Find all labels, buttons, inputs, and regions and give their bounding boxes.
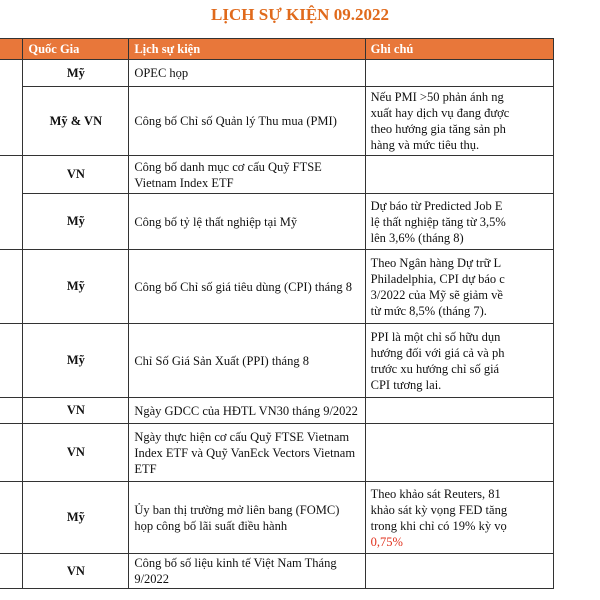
country-cell: VN [23,554,129,589]
table-row [0,424,554,482]
date-cell [0,482,23,554]
note-line: Theo khảo sát Reuters, 81 [370,486,501,501]
event-cell: Ngày thực hiện cơ cấu Quỹ FTSE Vietnam Index ETF và Quỹ VanEck Vectors Vietnam ETF [129,424,365,482]
event-cell: Công bố danh mục cơ cấu Quỹ FTSE Vietnam Index ETF [129,156,365,194]
note-cell [365,60,553,87]
note-line: khảo sát kỳ vọng FED tăng [370,502,508,517]
table-row [0,250,554,324]
event-cell: Ngày GDCC của HĐTL VN30 tháng 9/2022 [129,398,365,424]
country-cell: Mỹ [23,250,129,324]
country-cell: VN [23,424,129,482]
note-cell [365,324,553,398]
event-cell: Ủy ban thị trường mở liên bang (FOMC) họp công bố lãi suất điều hành [129,482,365,554]
table-header-row [0,39,554,60]
country-cell: VN [23,398,129,424]
date-cell [0,554,23,589]
header-event: Lịch sự kiện [129,39,365,60]
table-row [0,398,554,424]
note-line: trước xu hướng chỉ số giá [370,361,500,376]
table-row [0,156,554,194]
note-line: Dự báo từ Predicted Job E [370,198,503,213]
table-row [0,482,554,554]
note-line: hướng đối với giá cả và ph [370,345,505,360]
table-row [0,60,554,87]
note-line: 3/2022 của Mỹ sẽ giảm về [370,287,503,302]
event-calendar-table [0,38,554,589]
note-highlight: 0,75% [370,534,403,549]
country-cell: Mỹ [23,324,129,398]
note-line: theo hướng gia tăng sản ph [370,122,506,136]
note-cell [365,87,553,156]
note-line: Theo Ngân hàng Dự trữ L [370,255,502,270]
note-line: hàng và mức tiêu thụ. [370,138,480,152]
event-cell: Chỉ Số Giá Sản Xuất (PPI) tháng 8 [129,324,365,398]
note-line: xuất hay dịch vụ đang được [370,106,510,120]
event-cell: Công bố tỷ lệ thất nghiệp tại Mỹ [129,194,365,250]
date-cell [0,156,23,250]
date-cell [0,424,23,482]
note-line: CPI tương lai. [370,377,442,392]
table-row [0,554,554,589]
date-cell [0,324,23,398]
country-cell: VN [23,156,129,194]
note-line: từ mức 8,5% (tháng 7). [370,303,487,318]
event-cell: Công bố Chỉ số Quản lý Thu mua (PMI) [129,87,365,156]
note-line: trong khi chỉ có 19% kỳ vọ [370,518,507,533]
table-row [0,194,554,250]
note-cell [365,156,553,194]
note-cell [365,424,553,482]
note-line: lên 3,6% (tháng 8) [370,230,464,245]
table-row [0,324,554,398]
note-cell [365,398,553,424]
note-line: Philadelphia, CPI dự báo c [370,271,505,286]
note-cell [365,554,553,589]
note-line: lệ thất nghiệp tăng từ 3,5% [370,214,506,229]
event-cell: Công bố Chỉ số giá tiêu dùng (CPI) tháng 8 [129,250,365,324]
header-country: Quốc Gia [23,39,129,60]
page-title: LỊCH SỰ KIỆN 09.2022 [211,5,389,24]
note-cell [365,482,553,554]
country-cell: Mỹ & VN [23,87,129,156]
country-cell: Mỹ [23,194,129,250]
note-cell [365,250,553,324]
note-line: PPI là một chỉ số hữu dụn [370,329,501,344]
event-cell: Công bố số liệu kinh tế Việt Nam Tháng 9/2022 [129,554,365,589]
note-cell [365,194,553,250]
event-cell: OPEC họp [129,60,365,87]
country-cell: Mỹ [23,482,129,554]
note-line: Nếu PMI >50 phản ánh ng [370,90,504,104]
date-cell [0,398,23,424]
date-cell [0,60,23,156]
header-note: Ghi chú [365,39,553,60]
date-cell [0,250,23,324]
country-cell: Mỹ [23,60,129,87]
table-row [0,87,554,156]
header-date [0,39,23,60]
